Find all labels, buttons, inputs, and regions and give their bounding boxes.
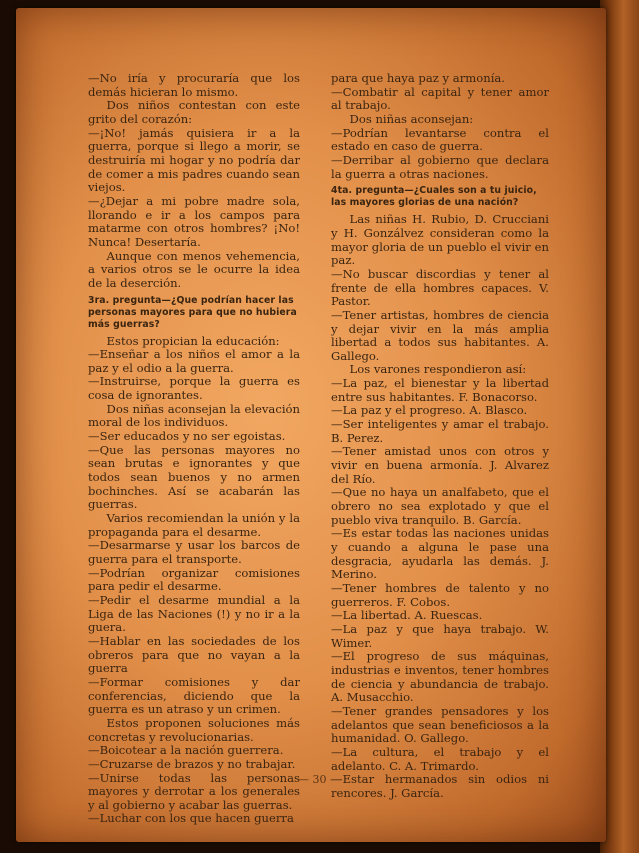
page-number: — 30 — [298, 773, 341, 786]
paragraph: —Tener artistas, hombres de ciencia y dejar vivir en la más amplia libertad a todos sus habitantes. A. Gallego. [331, 307, 549, 363]
paragraph: Aunque con menos vehemencia, a varios otros se le ocurre la idea de la deserción. [88, 248, 300, 290]
paragraph: —Tener amistad unos con otros y vivir en buena armonía. J. Alvarez del Río. [331, 444, 549, 486]
question-heading: 3ra. pregunta—¿Que podrían hacer las personas mayores para que no hubiera más guerras? [88, 294, 297, 330]
paragraph: —Tener grandes pensadores y los adelantos que sean beneficiosos a la humanidad. O. Gallego. [331, 703, 549, 746]
paragraph: —Combatir al capital y tener amor al trabajo. [331, 84, 549, 113]
left-column [88, 72, 300, 826]
paragraph: —No buscar discordias y tener al frente de ella hombres capaces. V. Pastor. [331, 266, 549, 309]
paragraph: Estos proponen soluciones más concretas y revolucionarias. [88, 715, 300, 744]
paragraph: —Luchar con los que hacen guerra [88, 811, 294, 826]
paragraph: —¡No! jamás quisiera ir a la guerra, porque si llego a morir, se destruiría mi hogar y no podría dar de comer a mis padres cuando sean viejos. [88, 125, 300, 195]
paragraph: Las niñas H. Rubio, D. Crucciani y H. Gonzálvez consideran como la mayor gloria de un pueblo el vivir en paz. [331, 212, 549, 268]
paragraph: —Tener hombres de talento y no guerreros. F. Cobos. [331, 580, 549, 609]
paragraph: —No iría y procuraría que los demás hicieran lo mismo. [88, 71, 300, 99]
paragraph: —Que las personas mayores no sean brutas e ignorantes y que todos sean buenos y no armen bochinches. Así se acabarán las guerras. [88, 442, 300, 512]
paragraph: —Cruzarse de brazos y no trabajar. [88, 756, 296, 771]
paragraph: —Hablar en las sociedades de los obreros para que no vayan a la guerra [88, 633, 300, 676]
paragraph: —Podrían levantarse contra el estado en caso de guerra. [331, 125, 549, 154]
paragraph: para que haya paz y armonía. [331, 71, 505, 85]
paragraph: —Derribar al gobierno que declara la guerra a otras naciones. [331, 152, 549, 181]
paragraph: —El progreso de sus máquinas, industrias e inventos, tener hombres de ciencia y abundancia de trabajo. A. Musacchio. [331, 649, 549, 705]
paragraph: Dos niñas aconsejan la elevación moral de los individuos. [88, 401, 300, 430]
paragraph: —La paz, el bienestar y la libertad entre sus habitantes. F. Bonacorso. [331, 376, 549, 404]
paragraph: —La cultura, el trabajo y el adelanto. C. A. Trimardo. [331, 744, 549, 773]
paragraph: —Que no haya un analfabeto, que el obrero no sea explotado y que el pueblo viva tranquilo. B. García. [331, 485, 549, 527]
right-column [331, 72, 549, 800]
paragraph: —Podrían organizar comisiones para pedir el desarme. [88, 565, 300, 594]
paragraph: —Es estar todas las naciones unidas y cuando a alguna le pase una desgracia, ayudarla las demás. J. Merino. [331, 526, 549, 582]
paragraph: —Instruirse, porque la guerra es cosa de ignorantes. [88, 374, 300, 403]
paragraph: —Boicotear a la nación guerrera. [88, 743, 284, 758]
paragraph: —¿Dejar a mi pobre madre sola, llorando e ir a los campos para matarme con otros hombres? ¡No! Nunca! Desertaría. [88, 193, 300, 249]
paragraph: Dos niños contestan con este grito del corazón: [88, 98, 300, 126]
paragraph: Varios recomiendan la unión y la propaganda para el desarme. [88, 511, 300, 539]
paragraph: —Desarmarse y usar los barcos de guerra para el transporte. [88, 538, 300, 566]
paragraph: —La libertad. A. Ruescas. [331, 608, 483, 623]
paragraph: —Ser educados y no ser egoistas. [88, 429, 286, 444]
paragraph: Estos propician la educación: [106, 333, 280, 348]
question-heading: 4ta. pregunta—¿Cuales son a tu juicio, las mayores glorias de una nación? [331, 185, 537, 209]
paragraph: Los varones respondieron así: [349, 362, 527, 377]
paragraph: —Estar hermanados sin odios ni rencores. J. García. [331, 772, 549, 800]
paragraph: Dos niñas aconsejan: [349, 111, 474, 126]
paragraph: —La paz y el progreso. A. Blasco. [331, 403, 528, 418]
paragraph: —Ser inteligentes y amar el trabajo. B. Perez. [331, 417, 549, 445]
paragraph: —Formar comisiones y dar conferencias, diciendo que la guerra es un atraso y un crimen. [88, 674, 300, 717]
paragraph: —La paz y que haya trabajo. W. Wimer. [331, 621, 549, 650]
paragraph: —Unirse todas las personas mayores y derrotar a los generales y al gobierno y acabar las guerras. [88, 770, 300, 812]
paragraph: —Enseñar a los niños el amor a la paz y el odio a la guerra. [88, 347, 300, 375]
paragraph: —Pedir el desarme mundial a la Liga de las Naciones (!) y no ir a la guera. [88, 592, 300, 635]
